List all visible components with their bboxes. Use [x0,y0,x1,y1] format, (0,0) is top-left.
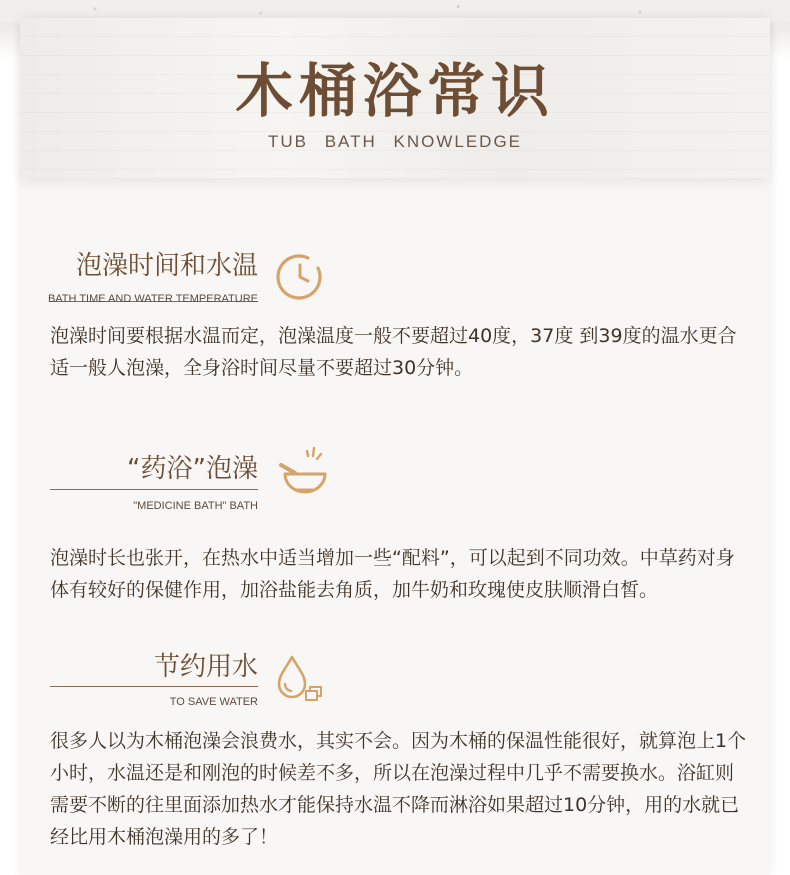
section-body-bath-time: 泡澡时间要根据水温而定，泡澡温度一般不要超过40度，37度 到39度的温水更合适一般人泡澡，全身浴时间尽量不要超过30分钟。 [50,325,737,379]
page-subtitle: TUB BATH KNOWLEDGE [267,132,523,151]
section-subtitle-bath-time: BATH TIME AND WATER TEMPERATURE [47,293,258,305]
clock-icon [275,251,325,301]
section-subtitle-save-water: TO SAVE WATER [169,696,258,708]
section-body-medicine-bath: 泡澡时长也张开，在热水中适当增加一些“配料”，可以起到不同功效。中草药对身体有较好的保健作用，加浴盐能去角质，加牛奶和玫瑰使皮肤顺滑白皙。 [50,547,735,601]
header-banner [20,18,770,178]
mortar-pestle-icon [277,443,331,499]
page-title: 木桶浴常识 [234,57,555,125]
section-title-medicine-bath: “药浴”泡澡 [127,454,258,484]
section-divider [50,686,258,687]
section-subtitle-medicine-bath: "MEDICINE BATH" BATH [133,500,258,512]
section-title-bath-time: 泡澡时间和水温 [75,251,258,281]
content-card [20,18,770,875]
water-drop-icon [276,654,326,704]
section-title-save-water: 节约用水 [153,652,258,682]
section-body-save-water: 很多人以为木桶泡澡会浪费水，其实不会。因为木桶的保温性能很好，就算泡上1个小时，水温还是和刚泡的时候差不多，所以在泡澡过程中几乎不需要换水。浴缸则需要不断的往里面添加热水才能保持水温不降而淋浴如果超过10分钟，用的水就已经比用木桶泡澡用的多了！ [50,730,747,848]
section-divider [50,489,258,490]
